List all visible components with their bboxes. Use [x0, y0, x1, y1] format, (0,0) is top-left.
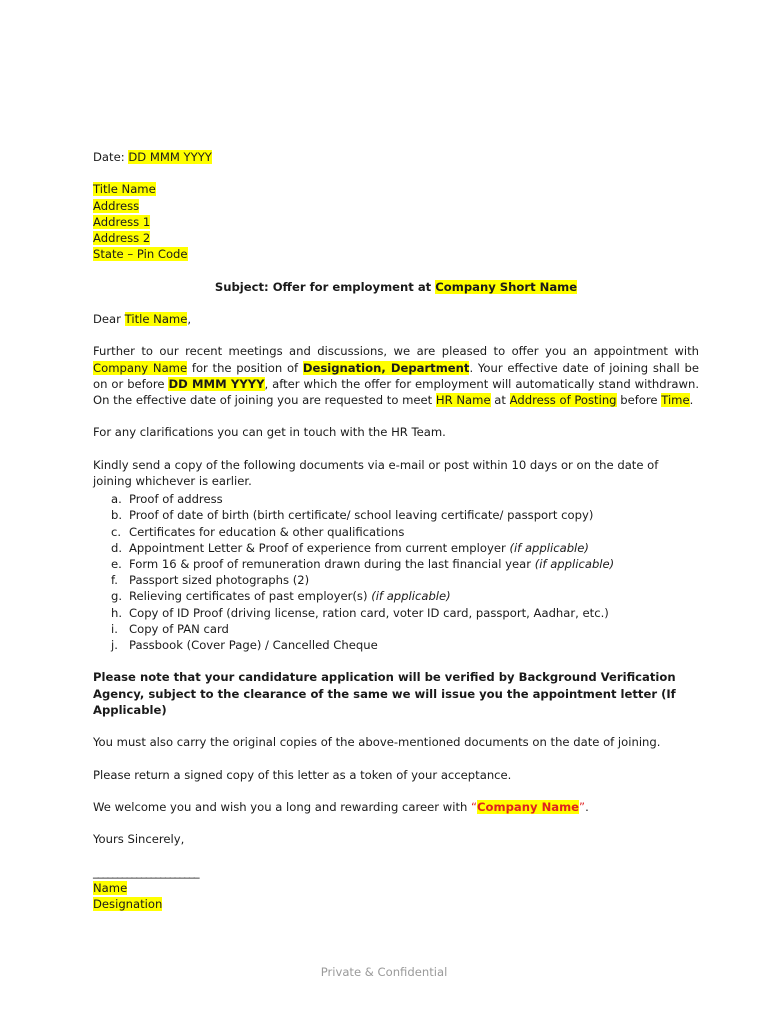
date-line [93, 149, 699, 165]
subject-prefix: Subject: Offer for employment at [214, 279, 432, 294]
list-item: b. Proof of date of birth (birth certificate/ school leaving certificate/ passport copy) [111, 508, 594, 523]
documents-list [93, 491, 699, 653]
documents-intro: Kindly send a copy of the following documents via e-mail or post within 10 days or on the date of joining whichever is earlier. [93, 457, 659, 488]
list-item: f. Passport sized photographs (2) [111, 573, 310, 588]
list-item: g. Relieving certificates of past employer(s) (if applicable) [111, 589, 451, 604]
address-line: Address [93, 198, 140, 213]
signatory-name: Name [93, 880, 128, 895]
subject-company: Company Short Name [435, 279, 578, 294]
clarifications-paragraph: For any clarifications you can get in touch with the HR Team. [93, 425, 446, 440]
address-line: State – Pin Code [93, 247, 188, 262]
salutation-name: Title Name [124, 311, 188, 326]
company-name: Company Name [93, 360, 188, 375]
carry-originals-paragraph: You must also carry the original copies of the above-mentioned documents on the date of joining. [93, 735, 661, 750]
welcome-paragraph: We welcome you and wish you a long and rewarding career with “Company Name”. [93, 799, 589, 814]
return-signed-paragraph: Please return a signed copy of this letter as a token of your acceptance. [93, 767, 512, 782]
designation: Designation, Department [302, 360, 470, 375]
time: Time [661, 392, 690, 407]
list-item: d. Appointment Letter & Proof of experience from current employer (if applicable) [111, 540, 589, 555]
recipient-address [93, 181, 699, 262]
closing: Yours Sincerely, [93, 832, 185, 847]
offer-paragraph: Further to our recent meetings and discussions, we are pleased to offer you an appointment with Company Name for the position of Designation, Department. Your effective date of joining shall be on or before DD MMM YYYY, after which the offer for employment will automatically stand withdrawn. On the effective date of joining you are requested to meet HR Name at Address of Posting before Time. [93, 344, 700, 407]
page-footer: Private & Confidential [320, 965, 448, 979]
list-item: a. Proof of address [111, 492, 223, 507]
signatory-designation: Designation [93, 897, 163, 912]
date-label: Date: [93, 150, 125, 164]
joining-date: DD MMM YYYY [168, 376, 265, 391]
hr-name: HR Name [435, 392, 491, 407]
list-item: h. Copy of ID Proof (driving license, ration card, voter ID card, passport, Aadhar, etc.) [111, 605, 609, 620]
offer-letter [93, 149, 699, 912]
date-value: DD MMM YYYY [128, 150, 212, 164]
verification-note: Please note that your candidature application will be verified by Background Verification Agency, subject to the clearance of the same we will issue you the appointment letter (If Applicable) [93, 670, 676, 717]
signature-line: ______________________ [93, 864, 199, 879]
subject-line [93, 279, 699, 295]
address-line: Address 1 [93, 214, 151, 229]
list-item: c. Certificates for education & other qualifications [111, 524, 405, 539]
list-item: e. Form 16 & proof of remuneration drawn during the last financial year (if applicable) [111, 556, 615, 571]
address-line: Address 2 [93, 231, 151, 245]
welcome-company-name: Company Name [477, 799, 580, 814]
list-item: i. Copy of PAN card [111, 621, 229, 636]
address-line: Title Name [93, 182, 156, 197]
posting-address: Address of Posting [509, 392, 617, 407]
salutation: Dear Title Name, [93, 311, 192, 326]
list-item: j. Passbook (Cover Page) / Cancelled Cheque [111, 638, 378, 652]
